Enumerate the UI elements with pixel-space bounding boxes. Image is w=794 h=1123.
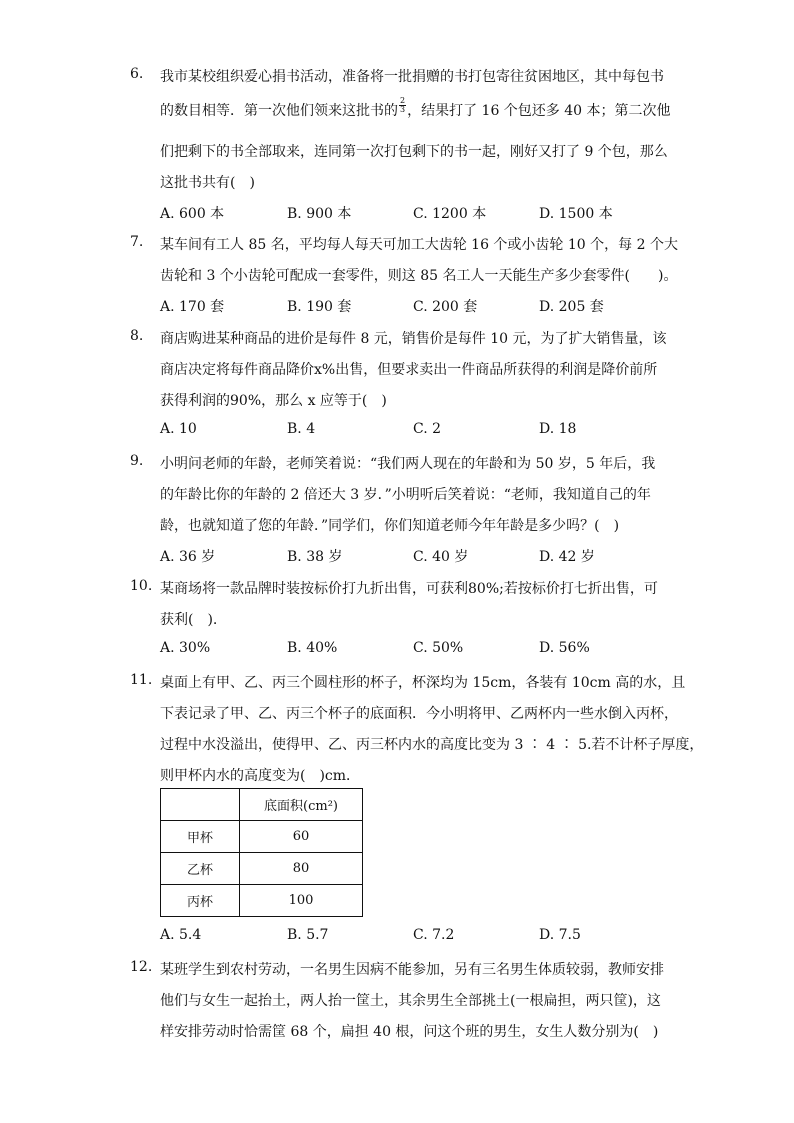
question-text-line: 某班学生到农村劳动，一名男生因病不能参加，另有三名男生体质较弱，教师安排 bbox=[160, 962, 664, 978]
question-text-line: 这批书共有( ) bbox=[160, 175, 255, 191]
table-cell: 60 bbox=[240, 821, 363, 853]
option-c: C. 1200 本 bbox=[413, 206, 487, 222]
question-number: 9. bbox=[130, 453, 144, 469]
question-text-line: 我市某校组织爱心捐书活动，准备将一批捐赠的书打包寄往贫困地区，其中每包书 bbox=[160, 69, 664, 85]
table-cell: 乙杯 bbox=[161, 853, 240, 885]
question-text-line: 的数目相等．第一次他们领来这批书的 $\frac{2}{3}$ ，结果打了 16 个包还多 40 本；第二次他 bbox=[160, 95, 671, 119]
question-text-line: 商店决定将每件商品降价x%出售，但要求卖出一件商品所获得的利润是降价前所 bbox=[160, 362, 658, 378]
question-text-line: 则甲杯内水的高度变为( )cm． bbox=[160, 768, 361, 784]
option-b: B. 4 bbox=[287, 421, 316, 437]
question-text-line: 龄，也就知道了您的年龄．”同学们，你们知道老师今年年龄是多少吗？( ) bbox=[160, 518, 620, 534]
question-text-line: 桌面上有甲、乙、丙三个圆柱形的杯子，杯深均为 15cm，各装有 10cm 高的水，且 bbox=[160, 675, 686, 691]
table-cell: 丙杯 bbox=[161, 885, 240, 917]
question-text-line: 某商场将一款品牌时装按标价打九折出售，可获利80%;若按标价打七折出售，可 bbox=[160, 581, 658, 597]
option-a: A. 600 本 bbox=[160, 206, 225, 222]
option-c: C. 7.2 bbox=[413, 927, 455, 943]
table-row bbox=[161, 821, 363, 853]
option-b: B. 900 本 bbox=[287, 206, 352, 222]
option-d: D. 18 bbox=[539, 421, 577, 437]
option-c: C. 2 bbox=[413, 421, 442, 437]
option-a: A. 170 套 bbox=[160, 299, 225, 315]
question-number: 8. bbox=[130, 328, 144, 344]
question-number: 10. bbox=[130, 578, 153, 594]
option-c: C. 200 套 bbox=[413, 299, 478, 315]
question-text-line: 他们与女生一起抬土，两人抬一筐土，其余男生全部挑土(一根扁担，两只筐)，这 bbox=[160, 993, 661, 1009]
table-cell bbox=[161, 789, 240, 821]
question-text-line: 获利( ). bbox=[160, 612, 218, 628]
question-text-line: 商店购进某种商品的进价是每件 8 元，销售价是每件 10 元，为了扩大销售量，该 bbox=[160, 331, 667, 347]
question-number: 11. bbox=[130, 672, 153, 688]
question-text-line: 下表记录了甲、乙、丙三个杯子的底面积．今小明将甲、乙两杯内一些水倒入丙杯， bbox=[160, 706, 678, 722]
question-text-line: 某车间有工人 85 名，平均每人每天可加工大齿轮 16 个或小齿轮 10 个，每 2 个大 bbox=[160, 237, 678, 253]
question-text-line: 们把剩下的书全部取来，连同第一次打包剩下的书一起，刚好又打了 9 个包，那么 bbox=[160, 144, 668, 160]
option-d: D. 1500 本 bbox=[539, 206, 613, 222]
question-text-line: 小明问老师的年龄，老师笑着说：“我们两人现在的年龄和为 50 岁，5 年后，我 bbox=[160, 456, 656, 472]
table-row bbox=[161, 885, 363, 917]
option-d: D. 42 岁 bbox=[539, 549, 595, 565]
fraction: $\frac{2}{3}$ bbox=[400, 95, 406, 114]
option-b: B. 38 岁 bbox=[287, 549, 343, 565]
table-header-cell: 底面积(cm²) bbox=[240, 789, 363, 821]
option-d: D. 7.5 bbox=[539, 927, 581, 943]
base-area-table bbox=[160, 788, 363, 917]
question-number: 7. bbox=[130, 234, 144, 250]
option-a: A. 36 岁 bbox=[160, 549, 216, 565]
option-c: C. 40 岁 bbox=[413, 549, 469, 565]
table-cell: 80 bbox=[240, 853, 363, 885]
option-d: D. 205 套 bbox=[539, 299, 604, 315]
question-number: 12. bbox=[130, 959, 153, 975]
option-b: B. 190 套 bbox=[287, 299, 352, 315]
option-d: D. 56% bbox=[539, 640, 590, 656]
option-a: A. 30% bbox=[160, 640, 211, 656]
question-text-line: 获得利润的90%，那么 x 应等于( ) bbox=[160, 393, 387, 409]
table-cell: 甲杯 bbox=[161, 821, 240, 853]
option-a: A. 10 bbox=[160, 421, 197, 437]
option-c: C. 50% bbox=[413, 640, 464, 656]
question-text-line: 过程中水没溢出，使得甲、乙、丙三杯内水的高度比变为 3 ∶ 4 ∶ 5.若不计杯子厚度， bbox=[160, 737, 704, 753]
table-row bbox=[161, 853, 363, 885]
option-a: A. 5.4 bbox=[160, 927, 202, 943]
question-text-line: 样安排劳动时恰需筐 68 个，扁担 40 根，问这个班的男生，女生人数分别为( ) bbox=[160, 1024, 659, 1040]
table-header-row bbox=[161, 789, 363, 821]
option-b: B. 5.7 bbox=[287, 927, 329, 943]
question-number: 6. bbox=[130, 66, 144, 82]
table-cell: 100 bbox=[240, 885, 363, 917]
question-text-line: 的年龄比你的年龄的 2 倍还大 3 岁．”小明听后笑着说：“老师，我知道自己的年 bbox=[160, 487, 651, 503]
question-text-line: 齿轮和 3 个小齿轮可配成一套零件，则这 85 名工人一天能生产多少套零件( )。 bbox=[160, 268, 678, 284]
option-b: B. 40% bbox=[287, 640, 338, 656]
